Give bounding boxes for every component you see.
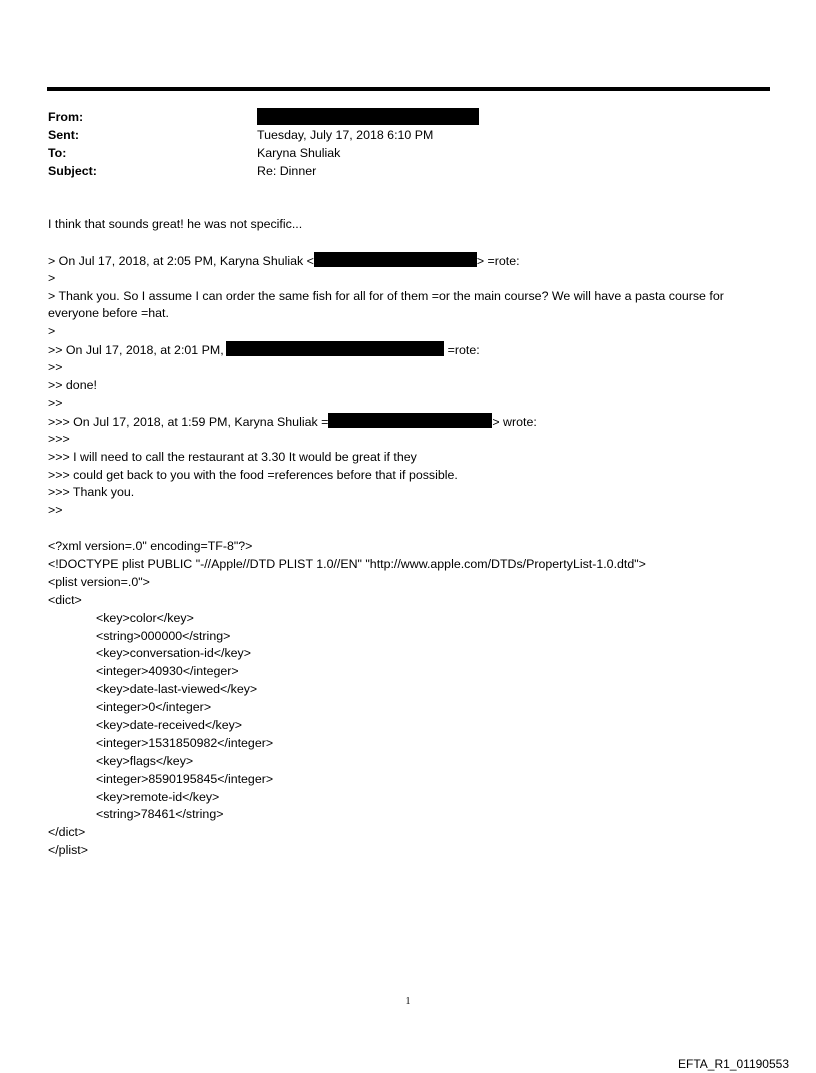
plist-line: <key>flags</key> <box>96 753 194 768</box>
plist-line: <key>date-received</key> <box>96 717 243 732</box>
plist-line: <string>78461</string> <box>96 807 224 822</box>
redaction <box>314 252 477 267</box>
subject-label: Subject: <box>48 164 97 178</box>
from-label: From: <box>48 110 84 124</box>
from-redaction <box>257 108 479 126</box>
plist-line: <!DOCTYPE plist PUBLIC "-//Apple//DTD PLIST 1.0//EN" "http://www.apple.com/DTDs/PropertyList-1.0.dtd"> <box>48 556 646 571</box>
email-body <box>48 216 773 860</box>
body-line: I think that sounds great! he was not specific... <box>48 217 303 231</box>
page-number: 1 <box>405 996 411 1007</box>
quote-line: > <box>48 324 56 339</box>
quote-line: >>> Thank you. <box>48 485 135 500</box>
quote-line: > On Jul 17, 2018, at 2:05 PM, Karyna Shuliak < > =rote: <box>48 253 520 268</box>
subject-value: Re: Dinner <box>257 164 317 178</box>
quote-line: >>> could get back to you with the food =references before that if possible. <box>48 467 458 482</box>
plist-line: <integer>0</integer> <box>96 700 212 715</box>
header-rule <box>47 87 770 91</box>
redaction <box>226 341 444 356</box>
quote-line: >> <box>48 395 63 410</box>
plist-line: </dict> <box>48 825 86 840</box>
plist-line: <plist version=.0"> <box>48 574 150 589</box>
document-id: EFTA_R1_01190553 <box>678 1057 789 1071</box>
to-label: To: <box>48 146 67 160</box>
quote-line: > Thank you. So I assume I can order the same fish for all for of them =or the main course? We will have a pasta course for everyone before =hat. <box>48 288 724 321</box>
quote-line: > <box>48 270 56 285</box>
plist-line: <string>000000</string> <box>96 628 231 643</box>
plist-line: <key>remote-id</key> <box>96 789 220 804</box>
quote-line: >>> On Jul 17, 2018, at 1:59 PM, Karyna Shuliak = > wrote: <box>48 414 537 429</box>
plist-line: <integer>40930</integer> <box>96 664 239 679</box>
quote-line: >>> <box>48 431 70 446</box>
plist-line: <key>color</key> <box>96 610 194 625</box>
plist-line: </plist> <box>48 843 88 858</box>
sent-label: Sent: <box>48 128 79 142</box>
quote-line: >> <box>48 360 63 375</box>
plist-line: <integer>1531850982</integer> <box>96 735 274 750</box>
quote-line: >> done! <box>48 378 97 393</box>
quote-line: >> On Jul 17, 2018, at 2:01 PM, =rote: <box>48 343 480 358</box>
sent-value: Tuesday, July 17, 2018 6:10 PM <box>257 128 434 142</box>
plist-line: <dict> <box>48 592 82 607</box>
quote-line: >> <box>48 503 63 518</box>
plist-line: <integer>8590195845</integer> <box>96 771 274 786</box>
plist-line: <key>date-last-viewed</key> <box>96 682 258 697</box>
redaction <box>328 413 492 428</box>
to-value: Karyna Shuliak <box>257 146 341 160</box>
plist-line: <key>conversation-id</key> <box>96 646 251 661</box>
quote-line: >>> I will need to call the restaurant at 3.30 It would be great if they <box>48 449 417 464</box>
plist-line: <?xml version=.0" encoding=TF-8"?> <box>48 539 253 554</box>
